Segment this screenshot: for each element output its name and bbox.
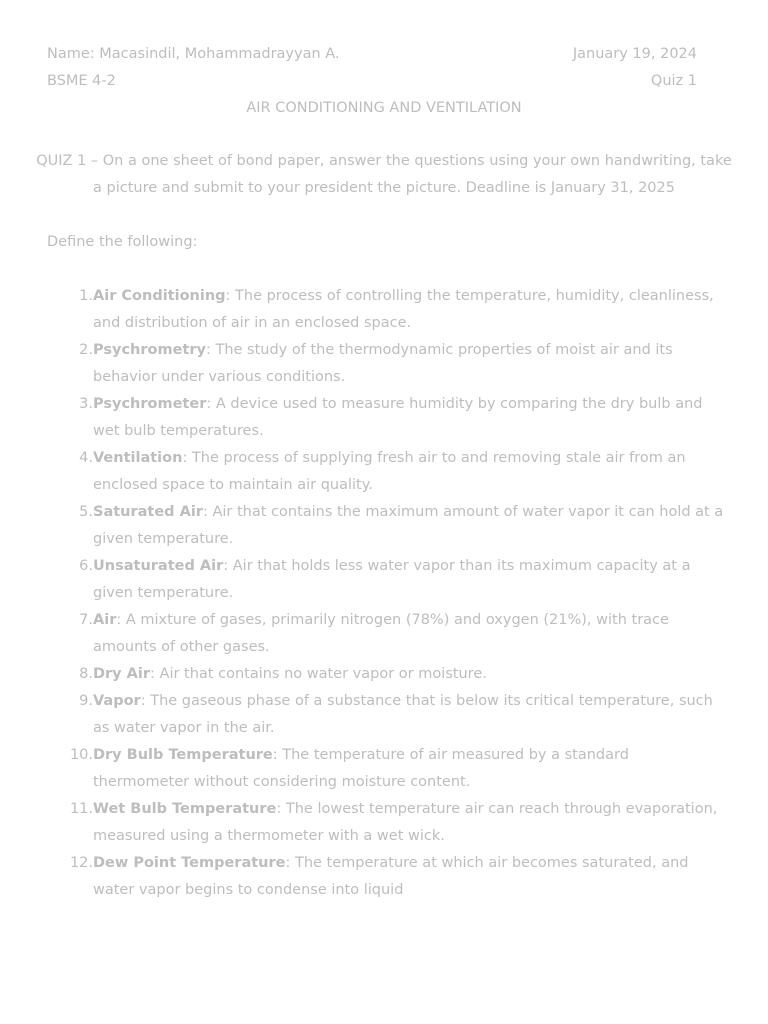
item-term: Air [93,612,117,628]
item-definition: : The temperature of air measured by a standard thermometer without considering moisture content. [93,747,629,790]
item-number-text: 8. [79,666,93,682]
item-body [93,742,727,796]
item-term: Dry Bulb Temperature [93,747,273,763]
item-body [93,553,727,607]
item-number [47,337,93,391]
item-number-text: 2. [79,342,93,358]
item-body [93,796,727,850]
document-date: January 19, 2024 [572,46,697,62]
item-definition: : The process of controlling the temperature, humidity, cleanliness, and distribution of air in an enclosed space. [93,288,714,331]
list-item [47,850,727,904]
item-body [93,499,727,553]
list-item [47,796,727,850]
item-number [47,688,93,742]
list-item [47,661,727,688]
item-number-text: 3. [79,396,93,412]
list-item [47,499,727,553]
item-term: Unsaturated Air [93,558,224,574]
item-number-text: 6. [79,558,93,574]
item-number [47,283,93,337]
item-definition: : Air that contains the maximum amount of water vapor it can hold at a given temperature. [93,504,724,547]
item-body [93,445,727,499]
item-definition: : The study of the thermodynamic properties of moist air and its behavior under various conditions. [93,342,673,385]
item-number-text: 12. [69,855,93,871]
item-number-text: 11. [69,801,93,817]
list-item [47,445,727,499]
quiz-instructions: QUIZ 1 – On a one sheet of bond paper, answer the questions using your own handwriting, take a picture and submit to your president the picture. Deadline is January 31, 2025 [36,153,732,196]
item-term: Air Conditioning [93,288,226,304]
list-item [47,688,727,742]
list-item [47,742,727,796]
item-term: Psychrometry [93,342,206,358]
item-term: Dry Air [93,666,151,682]
item-body [93,283,727,337]
student-name: Name: Macasindil, Mohammadrayyan A. [47,46,340,62]
item-definition: : The lowest temperature air can reach through evaporation, measured using a thermometer with a wet wick. [93,801,718,844]
item-number-text: 1. [79,288,93,304]
list-item [47,553,727,607]
item-number [47,796,93,850]
item-body [93,661,727,688]
item-definition: : Air that contains no water vapor or moisture. [150,666,487,682]
item-term: Saturated Air [93,504,203,520]
item-body [93,850,727,904]
list-item [47,337,727,391]
item-number [47,661,93,688]
item-definition: : A mixture of gases, primarily nitrogen (78%) and oxygen (21%), with trace amounts of other gases. [93,612,669,655]
item-number-text: 5. [79,504,93,520]
item-body [93,607,727,661]
item-term: Vapor [93,693,141,709]
item-definition: : A device used to measure humidity by comparing the dry bulb and wet bulb temperatures. [93,396,703,439]
item-term: Dew Point Temperature [93,855,286,871]
quiz-label: Quiz 1 [650,73,697,89]
list-item [47,283,727,337]
item-definition: : The temperature at which air becomes saturated, and water vapor begins to condense into liquid [93,855,689,898]
header-row-bottom [47,71,697,91]
item-definition: : The process of supplying fresh air to and removing stale air from an enclosed space to maintain air quality. [93,450,686,493]
item-body [93,337,727,391]
list-item [47,391,727,445]
list-item [47,607,727,661]
item-number [47,553,93,607]
define-label: Define the following: [47,234,198,250]
item-body [93,391,727,445]
header-row-top [47,44,697,64]
item-term: Psychrometer [93,396,207,412]
item-definition: : Air that holds less water vapor than its maximum capacity at a given temperature. [93,558,691,601]
item-number-text: 7. [79,612,93,628]
item-term: Ventilation [93,450,183,466]
section-label: BSME 4-2 [47,73,116,89]
item-number-text: 9. [79,693,93,709]
item-number [47,391,93,445]
item-number [47,607,93,661]
item-number [47,445,93,499]
item-body [93,688,727,742]
item-term: Wet Bulb Temperature [93,801,277,817]
definitions-list [47,283,727,904]
document-title: AIR CONDITIONING AND VENTILATION [246,100,522,116]
item-definition: : The gaseous phase of a substance that is below its critical temperature, such as water vapor in the air. [93,693,713,736]
item-number [47,742,93,796]
item-number-text: 10. [69,747,93,763]
item-number [47,850,93,904]
item-number [47,499,93,553]
item-number-text: 4. [79,450,93,466]
